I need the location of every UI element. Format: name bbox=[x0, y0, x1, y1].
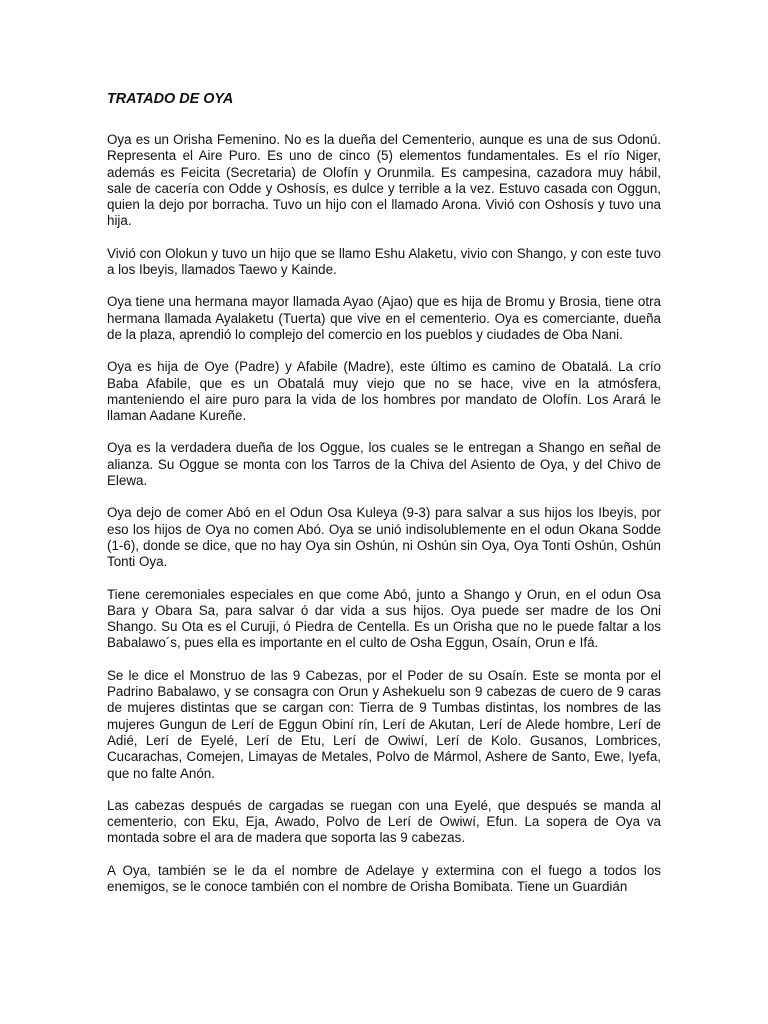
document-page bbox=[107, 90, 661, 895]
paragraph-8: Se le dice el Monstruo de las 9 Cabezas, por el Poder de su Osaín. Este se monta por el Padrino Babalawo, y se consagra con Orun y Ashekuelu son 9 cabezas de cuero de 9 caras de mujeres distintas que se cargan con: Tierra de 9 Tumbas distintas, los nombres de las mujeres Gungun de Lerí de Eggun Obiní rín, Lerí de Akutan, Lerí de Alede hombre, Lerí de Adié, Lerí de Eyelé, Lerí de Etu, Lerí de Owiwí, Lerí de Kolo. Gusanos, Lombrices, Cucarachas, Comejen, Limayas de Metales, Polvo de Mármol, Ashere de Santo, Ewe, Iyefa, que no falte Anón. bbox=[107, 667, 661, 781]
paragraph-10: A Oya, también se le da el nombre de Adelaye y extermina con el fuego a todos los enemigos, se le conoce también con el nombre de Orisha Bomibata. Tiene un Guardián bbox=[107, 862, 661, 894]
paragraph-7: Tiene ceremoniales especiales en que come Abó, junto a Shango y Orun, en el odun Osa Bara y Obara Sa, para salvar ó dar vida a sus hijos. Oya puede ser madre de los Oni Shango. Su Ota es el Curuji, ó Piedra de Centella. Es un Orisha que no le puede faltar a los Babalawo´s, pues ella es importante en el culto de Osha Eggun, Osaín, Orun e Ifá. bbox=[107, 586, 661, 651]
paragraph-9: Las cabezas después de cargadas se ruegan con una Eyelé, que después se manda al cementerio, con Eku, Eja, Awado, Polvo de Lerí de Owiwí, Efun. La sopera de Oya va montada sobre el ara de madera que soporta las 9 cabezas. bbox=[107, 797, 661, 846]
paragraph-3: Oya tiene una hermana mayor llamada Ayao (Ajao) que es hija de Bromu y Brosia, tiene otra hermana llamada Ayalaketu (Tuerta) que vive en el cementerio. Oya es comerciante, dueña de la plaza, aprendió lo complejo del comercio en los pueblos y ciudades de Oba Nani. bbox=[107, 294, 661, 342]
paragraph-4: Oya es hija de Oye (Padre) y Afabile (Madre), este último es camino de Obatalá. La crío Baba Afabile, que es un Obatalá muy viejo que no se hace, vive en la atmósfera, manteniendo el aire puro para la vida de los hombres por mandato de Olofín. Los Arará le llaman Aadane Kureñe. bbox=[107, 359, 661, 424]
paragraph-6: Oya dejo de comer Abó en el Odun Osa Kuleya (9-3) para salvar a sus hijos los Ibeyis, por eso los hijos de Oya no comen Abó. Oya se unió indisolublemente en el odun Okana Sodde (1-6), donde se dice, que no hay Oya sin Oshún, ni Oshún sin Oya, Oya Tonti Oshún, Oshún Tonti Oya. bbox=[107, 505, 661, 570]
paragraph-5: Oya es la verdadera dueña de los Oggue, los cuales se le entregan a Shango en señal de alianza. Su Oggue se monta con los Tarros de la Chiva del Asiento de Oya, y del Chivo de Elewa. bbox=[107, 440, 661, 489]
document-title: TRATADO DE OYA bbox=[107, 91, 234, 107]
paragraph-1: Oya es un Orisha Femenino. No es la dueña del Cementerio, aunque es una de sus Odonú. Representa el Aire Puro. Es uno de cinco (5) elementos fundamentales. Es el río Niger, además es Feicita (Secretaria) de Olofín y Orunmila. Es campesina, cazadora muy hábil, sale de cacería con Odde y Oshosís, es dulce y terrible a la vez. Estuvo casada con Oggun, quien la dejo por borracha. Tuvo un hijo con el llamado Arona. Vivió con Oshosís y tuvo una hija. bbox=[107, 132, 661, 229]
paragraph-2: Vivió con Olokun y tuvo un hijo que se llamo Eshu Alaketu, vivio con Shango, y con este tuvo a los Ibeyis, llamados Taewo y Kainde. bbox=[107, 245, 661, 278]
